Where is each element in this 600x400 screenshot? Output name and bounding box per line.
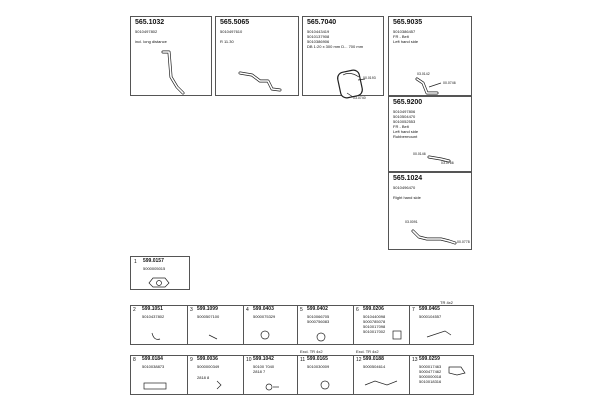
part-refs: 5010443419 5010137908 5010386906 DB 1:20 x 300 mm D... 700 mm (307, 29, 364, 49)
gasket-drawing (130, 355, 187, 395)
part-refs: 5000104557 (419, 314, 442, 319)
item-number: 5 (300, 307, 303, 313)
accessory-cell-3[interactable] (187, 305, 243, 345)
part-box-565-5065[interactable] (215, 16, 299, 96)
part-number: 565.1032 (135, 19, 165, 26)
part-note: incl. long distance (135, 39, 167, 44)
mount-kit-drawing (409, 355, 474, 395)
part-number: 599.0188 (363, 356, 384, 362)
label-b: 03.0766 (441, 161, 454, 165)
part-box-565-9035[interactable] (388, 16, 472, 96)
part-number: 599.1099 (197, 306, 218, 312)
bolt-drawing (187, 305, 243, 345)
accessory-cell-7[interactable] (409, 305, 474, 345)
accessory-cell-12[interactable] (353, 355, 409, 395)
item-number: 10 (246, 357, 252, 363)
part-box-565-1024[interactable] (388, 172, 472, 250)
part-refs: 5000000349 (197, 364, 220, 369)
item-number: 2 (133, 307, 136, 313)
clamp-drawing (243, 355, 297, 395)
part-refs: 5010066705 5000756083 (307, 314, 330, 324)
item-number: 1 (134, 259, 137, 265)
gasket-drawing (131, 257, 191, 291)
part-refs: 5000507100 (197, 314, 220, 319)
part-number: 565.7040 (307, 19, 337, 26)
part-number: 599.1042 (253, 356, 274, 362)
accessory-cell-8[interactable] (130, 355, 187, 395)
part-number: 599.0402 (307, 306, 328, 312)
part-refs: 5010440098 5000785078 5010017098 5010017002 (363, 314, 386, 334)
part-box-565-9200[interactable] (388, 96, 472, 172)
part-number: 599.0184 (142, 356, 163, 362)
accessory-cell-13[interactable] (409, 355, 474, 395)
item-number: 3 (190, 307, 193, 313)
hanger-drawing (409, 305, 474, 345)
item-number: 4 (246, 307, 249, 313)
accessory-cell-4[interactable] (243, 305, 297, 345)
item-number: 11 (300, 357, 306, 363)
label-b: 03.0740 (353, 96, 366, 100)
silencer-drawing (303, 17, 385, 97)
part-number: 599.0206 (363, 306, 384, 312)
part-refs: 50100 7040 2818 7 (253, 364, 275, 374)
part-number: 565.1024 (393, 175, 423, 182)
part-note: Right hand side (393, 195, 421, 200)
part-number: 565.9035 (393, 19, 423, 26)
bracket-pipe-drawing (389, 17, 473, 97)
label-a: 00.0193 (363, 76, 376, 80)
part-number: 599.0465 (419, 306, 440, 312)
label-b: 00.0778 (457, 240, 470, 244)
bent-pipe-drawing (216, 17, 300, 97)
part-refs: 5000504614 (363, 364, 386, 369)
accessory-cell-5[interactable] (297, 305, 353, 345)
mid-note-left: Excl. TR 4x2 (300, 349, 323, 354)
part-box-599-0157[interactable] (130, 256, 190, 290)
mid-note-right: Excl. TR 4x2 (356, 349, 379, 354)
part-box-565-1032[interactable] (130, 16, 212, 96)
part-number: 599.0403 (253, 306, 274, 312)
part-note: R 11.30 (220, 39, 234, 44)
accessory-cell-10[interactable] (243, 355, 297, 395)
part-refs: 5010496470 (393, 185, 416, 190)
item-number: 7 (412, 307, 415, 313)
part-refs: 5000005015 (143, 266, 166, 271)
part-refs: 5000017463 5000477462 5000000018 5010018316 (419, 364, 442, 384)
part-number: 599.0165 (307, 356, 328, 362)
clamp-drawing (130, 305, 187, 345)
part-refs: 5010038873 (142, 364, 165, 369)
accessory-cell-6[interactable] (353, 305, 409, 345)
part-refs: 5010497610 (220, 29, 243, 34)
part-refs: 5010497802 (135, 29, 158, 34)
part-refs: 5000075329 (253, 314, 276, 319)
accessory-cell-2[interactable] (130, 305, 187, 345)
part-refs: 5010030009 (307, 364, 330, 369)
item-number: 13 (412, 357, 418, 363)
part-number: 565.9200 (393, 99, 423, 106)
accessory-cell-11[interactable] (297, 355, 353, 395)
item-number: 12 (356, 357, 362, 363)
part-number: 599.1051 (142, 306, 163, 312)
item-number: 9 (190, 357, 193, 363)
part-number: 599.0036 (197, 356, 218, 362)
clip-drawing (187, 355, 243, 395)
label-a: 03.0142 (417, 72, 430, 76)
accessory-cell-9[interactable] (187, 355, 243, 395)
bracket-drawing (353, 305, 409, 345)
part-extra: 2818 8 (197, 375, 210, 380)
mount-drawing (389, 97, 473, 173)
part-number: 565.5065 (220, 19, 250, 26)
part-refs: 5010386457 FR - Belt Left hand side (393, 29, 419, 44)
clamp-ring-drawing (297, 305, 353, 345)
part-box-565-7040[interactable] (302, 16, 384, 100)
label-a: 00.0146 (413, 152, 426, 156)
part-refs: 5010437802 (142, 314, 165, 319)
label-a: 03.0091 (405, 220, 418, 224)
clamp-ring-drawing (297, 355, 353, 395)
part-refs: 5010497806 5010504470 5010052553 FR - Belt Left hand side Rubbermount (393, 109, 419, 139)
item-number: 6 (356, 307, 359, 313)
hanger-drawing (353, 355, 409, 395)
tailpipe-drawing (131, 17, 213, 97)
part-number: 599.0157 (143, 258, 164, 264)
part-number: 599.0259 (419, 356, 440, 362)
bottom-note: TR 4x2 (440, 300, 453, 305)
clamp-ring-drawing (243, 305, 297, 345)
label-b: 00.0746 (443, 81, 456, 85)
item-number: 8 (133, 357, 136, 363)
